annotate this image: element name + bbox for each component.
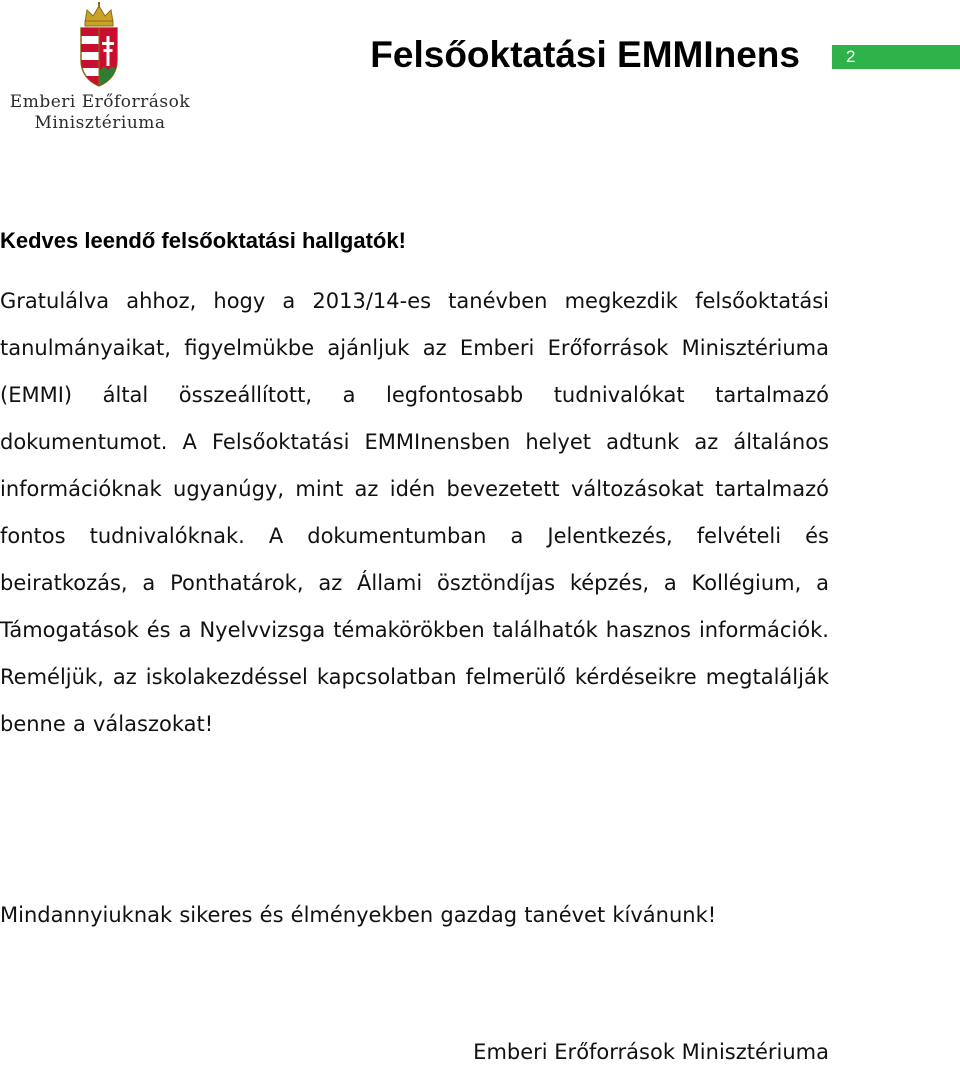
logo-text-line1: Emberi Erőforrások: [9, 92, 191, 112]
greeting-heading: Kedves leendő felsőoktatási hallgatók!: [0, 228, 406, 253]
signature: Emberi Erőforrások Minisztériuma: [473, 1040, 829, 1064]
page-number-badge: [832, 45, 960, 69]
body-paragraph-2: Mindannyiuknak sikeres és élményekben gazdag tanévet kívánunk!: [0, 903, 717, 927]
logo-text-line2: Minisztériuma: [34, 113, 166, 133]
ministry-logo: [0, 0, 200, 140]
coat-of-arms-icon: [75, 2, 123, 90]
page-number: 2: [846, 47, 856, 66]
body-paragraph-1: Gratulálva ahhoz, hogy a 2013/14-es tanévben megkezdik felsőoktatási tanulmányaikat, figyelmükbe ajánljuk az Emberi Erőforrások Minisztériuma (EMMI) által összeállított, a legfontosabb tudnivalókat tartalmazó dokumentumot. A Felsőoktatási EMMInensben helyet adtunk az általános információknak ugyanúgy, mint az idén bevezetett változásokat tartalmazó fontos tudnivalóknak. A dokumentumban a Jelentkezés, felvételi és beiratkozás, a Ponthatárok, az Állami ösztöndíjas képzés, a Kollégium, a Támogatások és a Nyelvvizsga témakörökben találhatók hasznos információk. Reméljük, az iskolakezdéssel kapcsolatban felmerülő kérdéseikre megtalálják benne a válaszokat!: [0, 289, 829, 736]
document-title: Felsőoktatási EMMInens: [370, 34, 800, 75]
